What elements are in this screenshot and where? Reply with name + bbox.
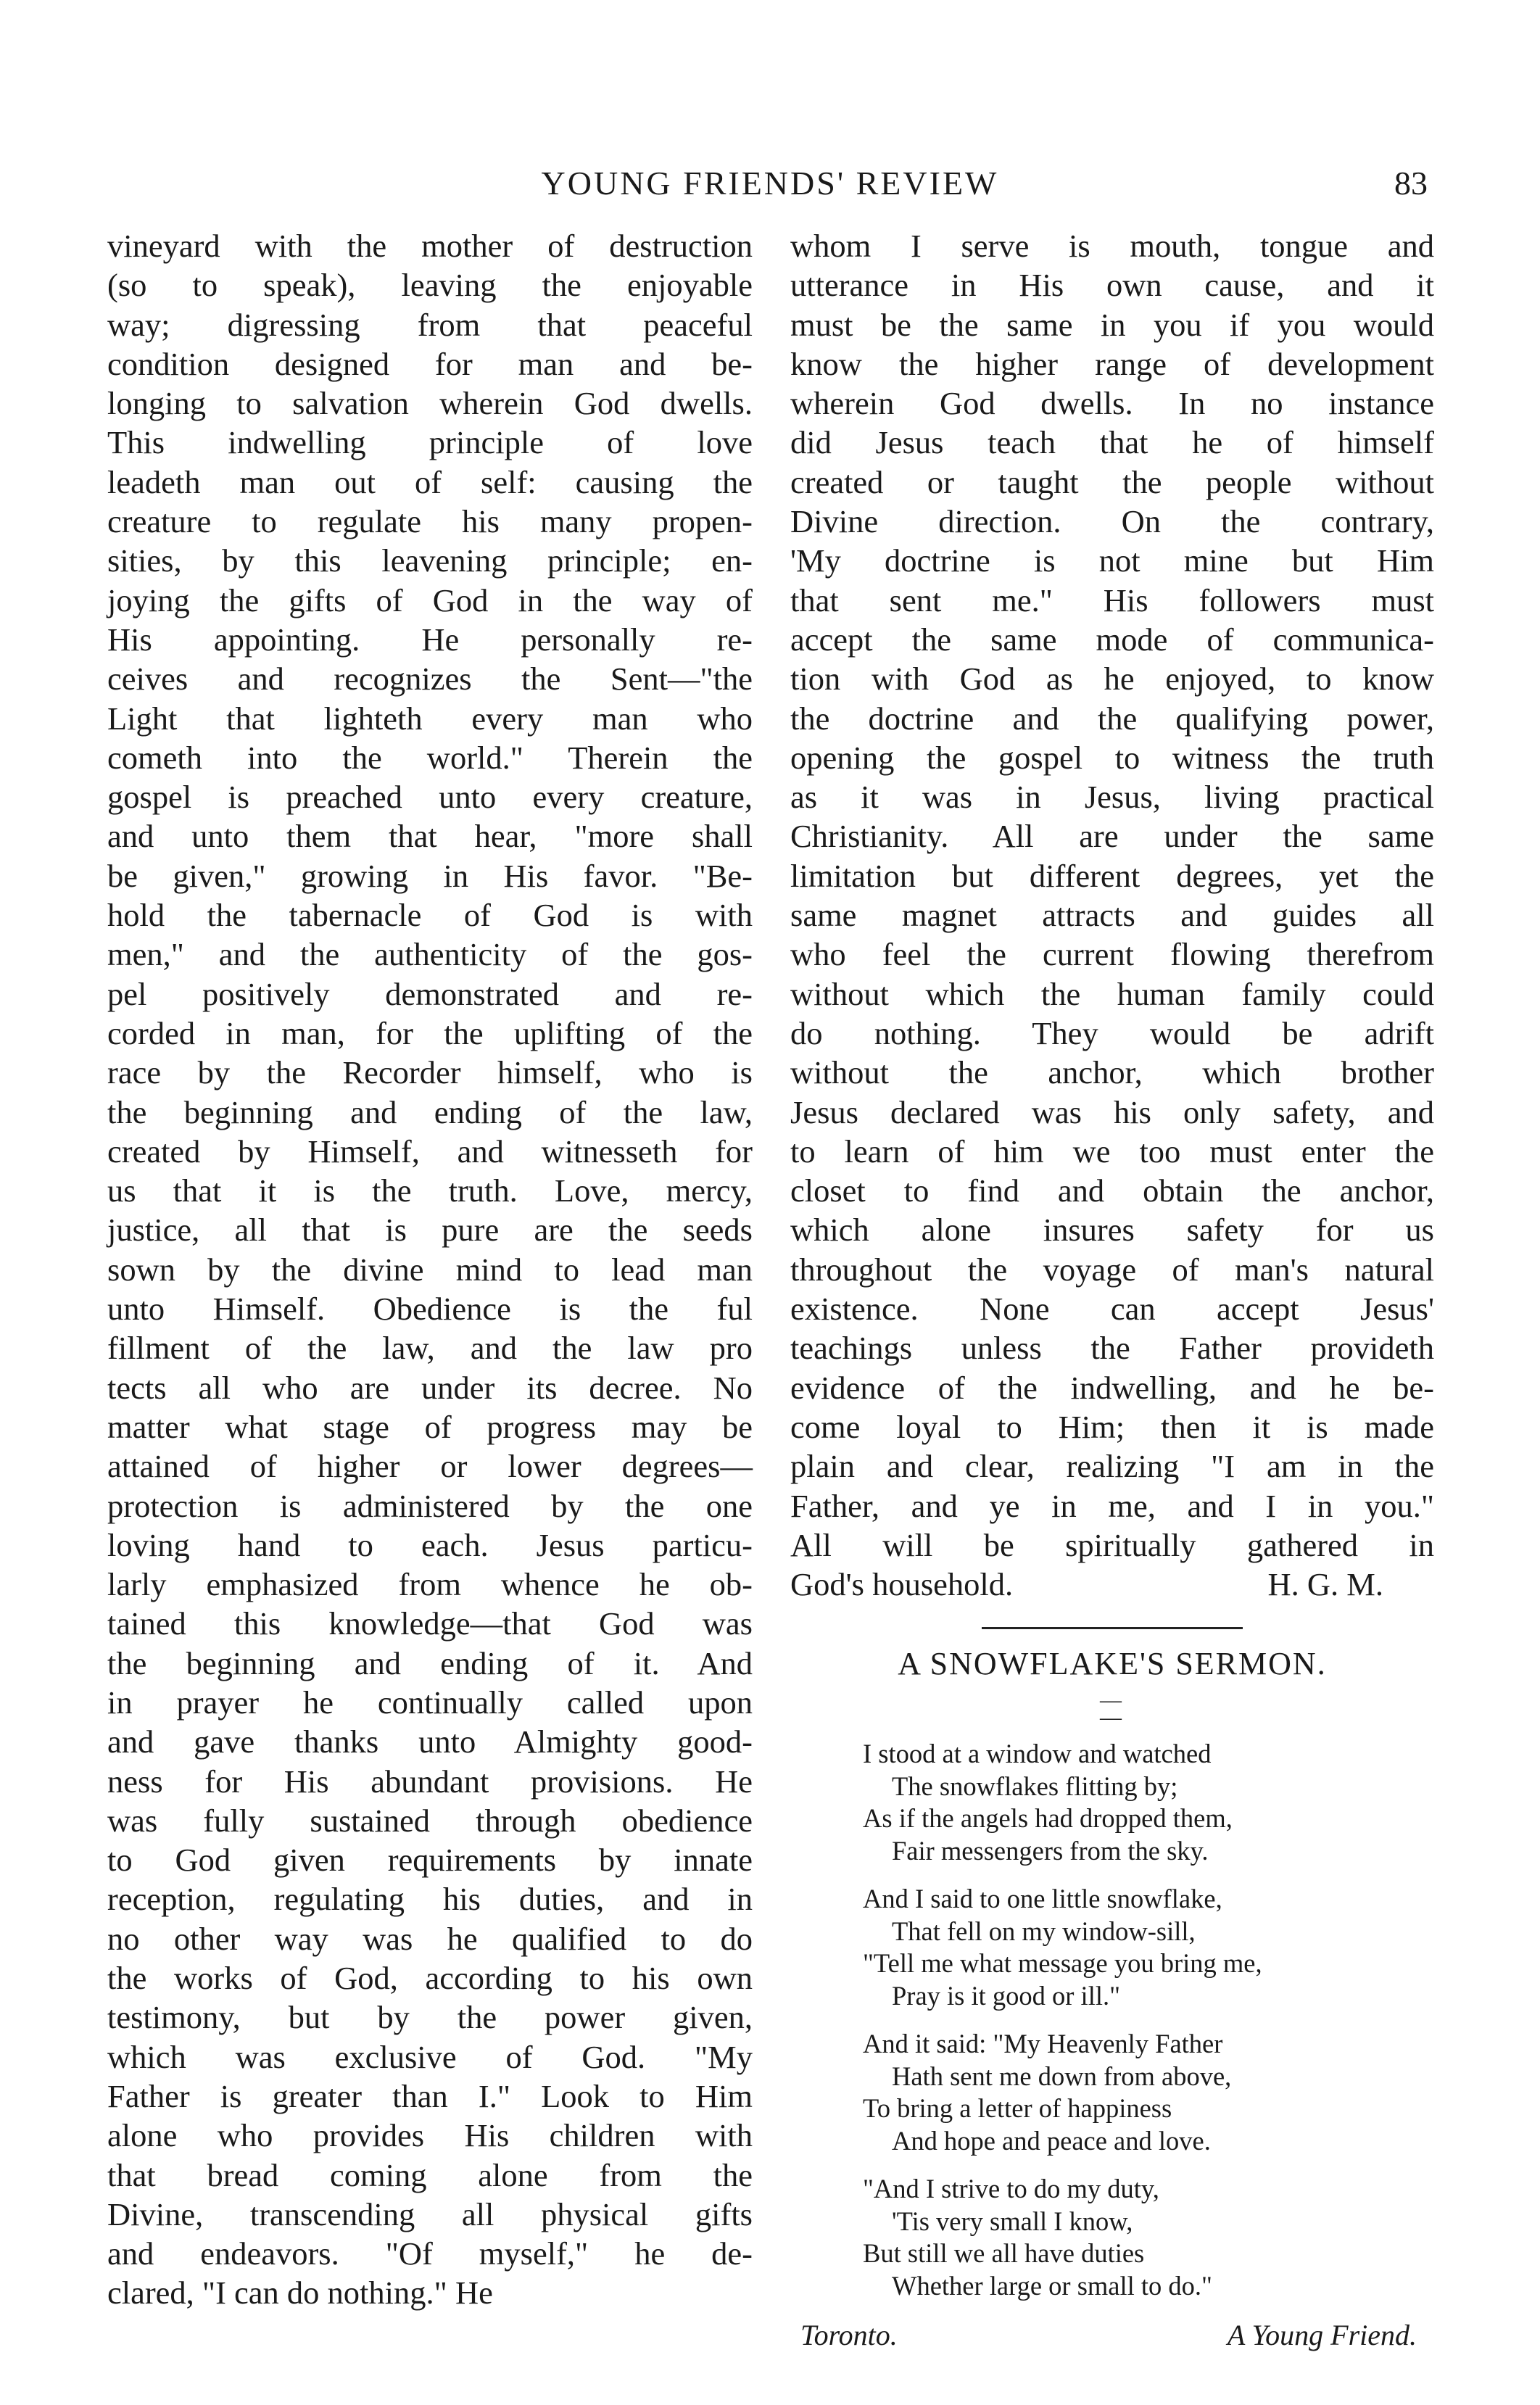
text-line: opening the gospel to witness the truth <box>790 739 1434 776</box>
text-line: way; digressing from that peaceful <box>107 306 753 343</box>
text-line: to learn of him we too must enter the <box>790 1133 1434 1170</box>
text-line: hold the tabernacle of God is with <box>107 897 753 934</box>
text-line: without the anchor, which brother <box>790 1054 1434 1091</box>
text-line: throughout the voyage of man's natural <box>790 1251 1434 1288</box>
text-line: alone who provides His children with <box>107 2117 753 2154</box>
text-line: fillment of the law, and the law pro <box>107 1330 753 1367</box>
text-line: joying the gifts of God in the way of <box>107 581 753 618</box>
text-line: attained of higher or lower degrees— <box>107 1448 753 1485</box>
poem-stanza <box>863 1738 1434 1867</box>
text-line: unto Himself. Obedience is the ful <box>107 1291 753 1328</box>
text-line: which was exclusive of God. "My <box>107 2038 753 2075</box>
text-line: know the higher range of development <box>790 345 1434 382</box>
text-line: Father is greater than I." Look to Him <box>107 2077 753 2114</box>
text-line: no other way was he qualified to do <box>107 1920 753 1957</box>
text-line: clared, "I can do nothing." He <box>107 2274 493 2311</box>
text-line: gospel is preached unto every creature, <box>107 779 753 816</box>
text-line: us that it is the truth. Love, mercy, <box>107 1172 753 1209</box>
text-line: the doctrine and the qualifying power, <box>790 700 1434 737</box>
text-line: corded in man, for the uplifting of the <box>107 1014 753 1051</box>
right-column-body <box>790 226 1434 1565</box>
poem-attribution <box>790 2318 1434 2353</box>
text-line: protection is administered by the one <box>107 1487 753 1524</box>
text-line: which alone insures safety for us <box>790 1212 1434 1249</box>
poem-line: And hope and peace and love. <box>892 2125 1211 2156</box>
text-line: utterance in His own cause, and it <box>790 267 1434 304</box>
poem-stanza <box>863 2173 1434 2302</box>
poem-line: I stood at a window and watched <box>863 1739 1212 1769</box>
text-line: matter what stage of progress may be <box>107 1408 753 1445</box>
poem-line: Whether large or small to do." <box>892 2270 1212 2301</box>
text-line: existence. None can accept Jesus' <box>790 1291 1434 1328</box>
text-line: without which the human family could <box>790 975 1434 1012</box>
text-line: ceives and recognizes the Sent—"the <box>107 661 753 698</box>
text-line: loving hand to each. Jesus particu- <box>107 1526 753 1563</box>
text-line: tects all who are under its decree. No <box>107 1369 753 1406</box>
closing-line: God's household. <box>790 1566 1014 1603</box>
poem-line: And it said: "My Heavenly Father <box>863 2029 1223 2059</box>
text-line: creature to regulate his many propen- <box>107 503 753 540</box>
text-line: pel positively demonstrated and re- <box>107 975 753 1012</box>
section-divider <box>982 1627 1243 1629</box>
text-line: This indwelling principle of love <box>107 424 753 461</box>
poem-line: Hath sent me down from above, <box>892 2061 1232 2091</box>
page-header <box>0 161 1540 212</box>
poem-title: A SNOWFLAKE'S SERMON. <box>898 1646 1327 1682</box>
text-line: evidence of the indwelling, and he be- <box>790 1369 1434 1406</box>
poem-line: Fair messengers from the sky. <box>892 1835 1209 1866</box>
text-line: plain and clear, realizing "I am in the <box>790 1448 1434 1485</box>
text-line: Father, and ye in me, and I in you." <box>790 1487 1434 1524</box>
text-line: the beginning and ending of the law, <box>107 1093 753 1130</box>
text-line: wherein God dwells. In no instance <box>790 385 1434 422</box>
text-line: His appointing. He personally re- <box>107 621 753 658</box>
poem-body <box>790 1738 1434 2302</box>
text-line: do nothing. They would be adrift <box>790 1014 1434 1051</box>
text-line: must be the same in you if you would <box>790 306 1434 343</box>
text-line: and unto them that hear, "more shall <box>107 818 753 855</box>
poem-line: "Tell me what message you bring me, <box>863 1948 1262 1979</box>
text-line: that sent me." His followers must <box>790 581 1434 618</box>
author-initials: H. G. M. <box>1267 1566 1383 1603</box>
text-line: vineyard with the mother of destruction <box>107 228 753 264</box>
text-line: be given," growing in His favor. "Be- <box>107 857 753 894</box>
right-column <box>790 226 1434 2353</box>
text-line: tained this knowledge—that God was <box>107 1605 753 1642</box>
text-line: come loyal to Him; then it is made <box>790 1408 1434 1445</box>
text-line: All will be spiritually gathered in <box>790 1526 1434 1563</box>
text-line: the beginning and ending of it. And <box>107 1644 753 1681</box>
text-line: created by Himself, and witnesseth for <box>107 1133 753 1170</box>
poem-line: The snowflakes flitting by; <box>892 1771 1178 1801</box>
poem-place: Toronto. <box>800 2319 898 2352</box>
text-line: cometh into the world." Therein the <box>107 739 753 776</box>
text-line: did Jesus teach that he of himself <box>790 424 1434 461</box>
text-line: created or taught the people without <box>790 463 1434 500</box>
text-line: and gave thanks unto Almighty good- <box>107 1723 753 1760</box>
poem-line: "And I strive to do my duty, <box>863 2174 1159 2204</box>
text-line: reception, regulating his duties, and in <box>107 1881 753 1918</box>
text-line: condition designed for man and be- <box>107 345 753 382</box>
text-line: justice, all that is pure are the seeds <box>107 1212 753 1249</box>
poem-stanza <box>863 2028 1434 2157</box>
text-line: longing to salvation wherein God dwells. <box>107 385 753 422</box>
poem-line: Pray is it good or ill." <box>892 1980 1121 2011</box>
text-line: was fully sustained through obedience <box>107 1802 753 1839</box>
text-line: accept the same mode of communica- <box>790 621 1434 658</box>
text-line: ness for His abundant provisions. He <box>107 1763 753 1800</box>
text-line: the works of God, according to his own <box>107 1960 753 1997</box>
title-ornament: — — <box>1100 1688 1125 1730</box>
text-line: race by the Recorder himself, who is <box>107 1054 753 1091</box>
left-column <box>107 226 753 2313</box>
text-line: Divine, transcending all physical gifts <box>107 2195 753 2232</box>
text-line: limitation but different degrees, yet the <box>790 857 1434 894</box>
poem-line: 'Tis very small I know, <box>892 2206 1133 2236</box>
page-number: 83 <box>1394 165 1428 202</box>
poem-stanza <box>863 1883 1434 2012</box>
text-line: sities, by this leavening principle; en- <box>107 542 753 579</box>
text-line: 'My doctrine is not mine but Him <box>790 542 1434 579</box>
text-line: as it was in Jesus, living practical <box>790 779 1434 816</box>
running-head: YOUNG FRIENDS' REVIEW <box>541 165 999 202</box>
text-line: Christianity. All are under the same <box>790 818 1434 855</box>
text-line: Jesus declared was his only safety, and <box>790 1093 1434 1130</box>
text-line: to God given requirements by innate <box>107 1842 753 1879</box>
text-line: in prayer he continually called upon <box>107 1684 753 1721</box>
poem-line: To bring a letter of happiness <box>863 2093 1172 2124</box>
poem-line: And I said to one little snowflake, <box>863 1884 1222 1914</box>
poem-line: But still we all have duties <box>863 2238 1145 2269</box>
text-line: Light that lighteth every man who <box>107 700 753 737</box>
text-line: men," and the authenticity of the gos- <box>107 936 753 973</box>
text-line: that bread coming alone from the <box>107 2156 753 2193</box>
text-line: same magnet attracts and guides all <box>790 897 1434 934</box>
text-line: who feel the current flowing therefrom <box>790 936 1434 973</box>
text-line: teachings unless the Father provideth <box>790 1330 1434 1367</box>
text-line: and endeavors. "Of myself," he de- <box>107 2235 753 2272</box>
text-line: whom I serve is mouth, tongue and <box>790 228 1434 264</box>
text-line: tion with God as he enjoyed, to know <box>790 661 1434 698</box>
text-line: testimony, but by the power given, <box>107 1999 753 2036</box>
text-line: closet to find and obtain the anchor, <box>790 1172 1434 1209</box>
text-line: larly emphasized from whence he ob- <box>107 1566 753 1603</box>
poem-line: That fell on my window-sill, <box>892 1916 1196 1946</box>
poem-author: A Young Friend. <box>1227 2319 1417 2352</box>
text-line: (so to speak), leaving the enjoyable <box>107 267 753 304</box>
text-line: sown by the divine mind to lead man <box>107 1251 753 1288</box>
text-line: Divine direction. On the contrary, <box>790 503 1434 540</box>
text-line: leadeth man out of self: causing the <box>107 463 753 500</box>
article-signature-line <box>790 1565 1434 1604</box>
poem-line: As if the angels had dropped them, <box>863 1803 1233 1834</box>
